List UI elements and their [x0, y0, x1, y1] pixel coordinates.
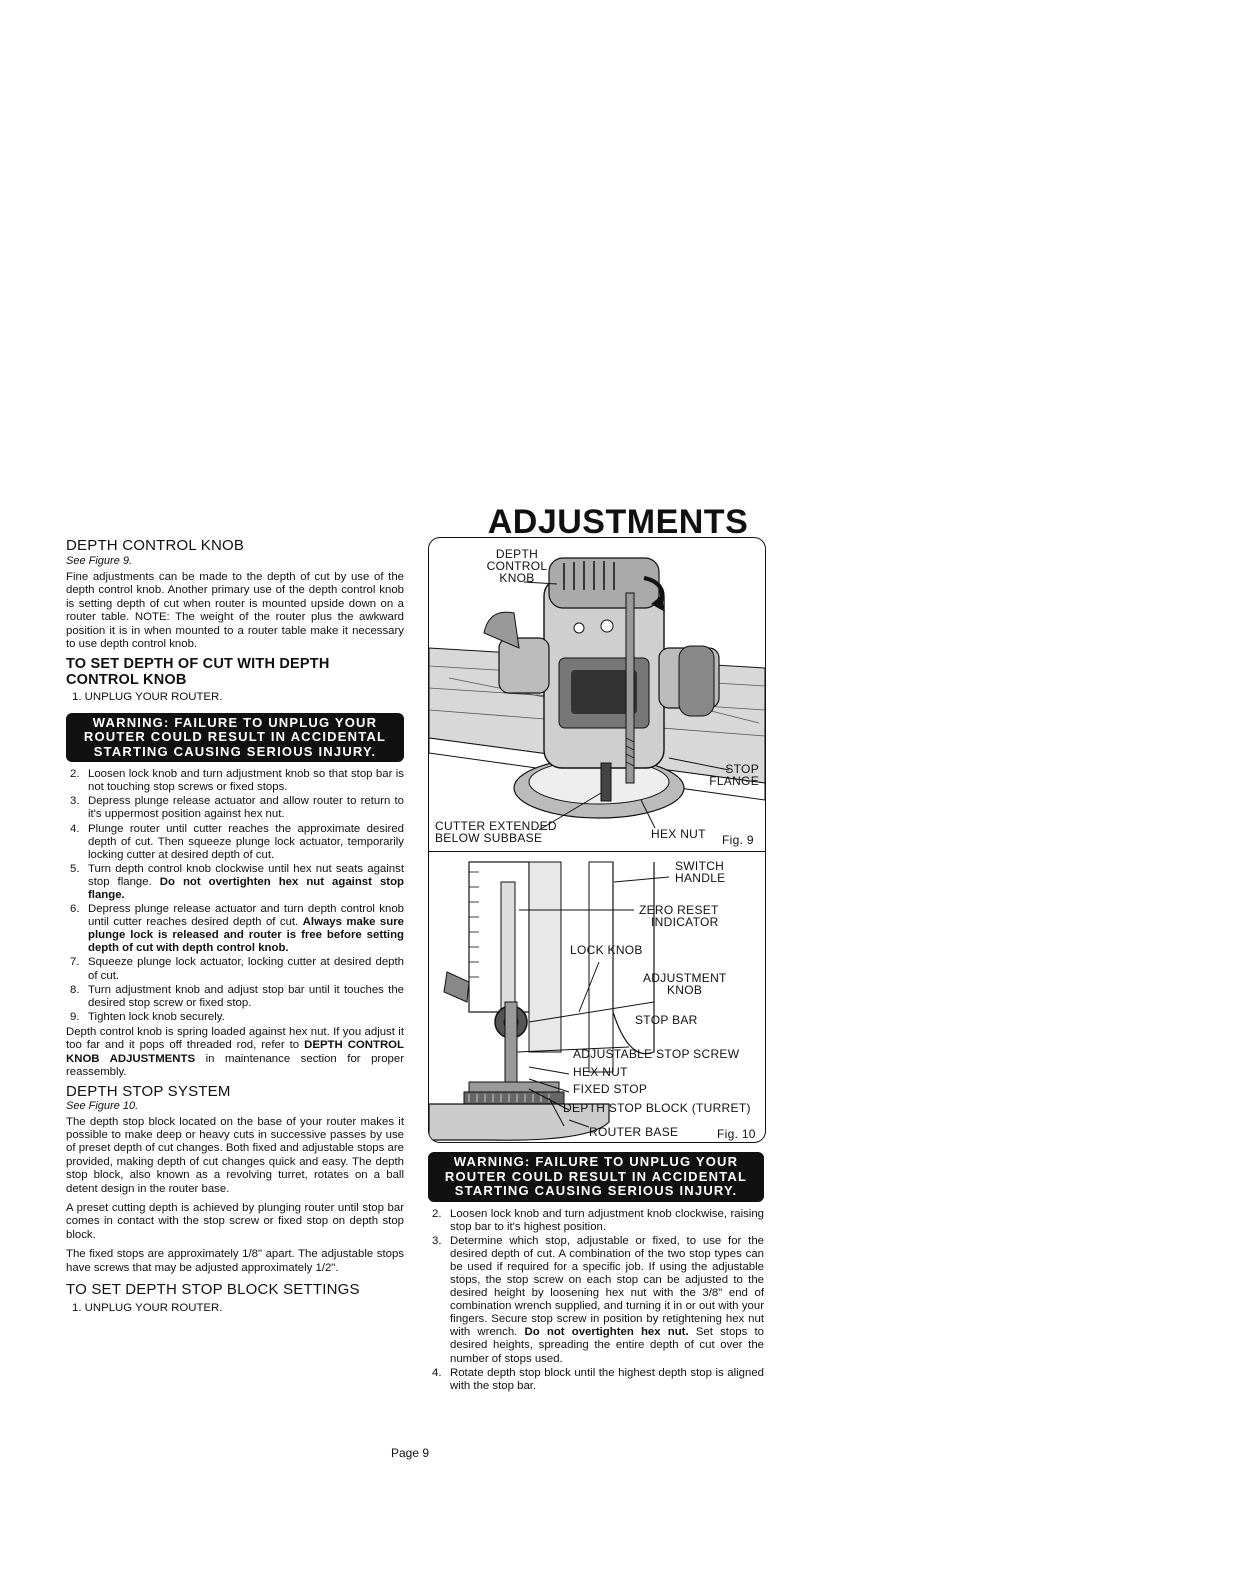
label-router-base: ROUTER BASE	[589, 1125, 679, 1139]
list-item: 5. Turn depth control knob clockwise until hex nut seats against stop flange. Do not overtighten hex nut against stop flange.	[70, 862, 404, 901]
warning-box-right: WARNING: FAILURE TO UNPLUG YOUR ROUTER COULD RESULT IN ACCIDENTAL STARTING CAUSING SERIOUS INJURY.	[428, 1152, 764, 1202]
label-switch-handle: SWITCH HANDLE	[675, 859, 726, 885]
label-adjustable-stop-screw: ADJUSTABLE STOP SCREW	[573, 1047, 740, 1061]
list-item: 7. Squeeze plunge lock actuator, locking cutter at desired depth of cut.	[70, 956, 404, 982]
left-column	[66, 537, 404, 1315]
right-column	[428, 1152, 764, 1394]
list-item: 9. Tighten lock knob securely.	[70, 1010, 225, 1023]
label-fixed-stop: FIXED STOP	[573, 1082, 648, 1096]
unplug-step-1: 1. UNPLUG YOUR ROUTER.	[72, 691, 223, 704]
fig-9-caption: Fig. 9	[722, 833, 754, 847]
page-title: ADJUSTMENTS	[487, 503, 749, 541]
list-item: 4. Rotate depth stop block until the highest depth stop is aligned with the stop bar.	[432, 1366, 764, 1392]
depth-stop-paragraph-2: A preset cutting depth is achieved by plunging router until stop bar comes in contact with the stop screw or fixed stop on depth stop block.	[66, 1201, 404, 1241]
depth-control-heading: DEPTH CONTROL KNOB	[66, 537, 245, 554]
list-item: 4. Plunge router until cutter reaches the approximate desired depth of cut. Then squeeze plunge lock actuator, temporarily locking cutter at desired depth of cut.	[70, 822, 404, 861]
depth-stop-heading: DEPTH STOP SYSTEM	[66, 1082, 231, 1100]
warning-box-left: WARNING: FAILURE TO UNPLUG YOUR ROUTER COULD RESULT IN ACCIDENTAL STARTING CAUSING SERIOUS INJURY.	[66, 713, 404, 763]
label-hex-nut-fig9: HEX NUT	[651, 827, 706, 841]
label-stop-flange: STOP FLANGE	[709, 762, 759, 788]
spring-loaded-note: Depth control knob is spring loaded against hex nut. If you adjust it too far and it pops off threaded rod, refer to DEPTH CONTROL KNOB ADJUSTMENTS in maintenance section for proper reassembly.	[66, 1025, 405, 1079]
unplug-step-1b: 1. UNPLUG YOUR ROUTER.	[72, 1302, 223, 1315]
figure-box	[428, 537, 766, 1143]
fig-10-caption: Fig. 10	[717, 1127, 756, 1141]
label-hex-nut-fig10: HEX NUT	[573, 1065, 628, 1079]
label-adjustment-knob: ADJUSTMENT KNOB	[643, 971, 727, 997]
label-depth-control-knob: DEPTH CONTROL KNOB	[486, 547, 548, 585]
list-item: 6. Depress plunge release actuator and turn depth control knob until cutter reaches desired depth of cut. Always make sure plunge lock is released and router is free before setting depth of cut with depth control knob.	[70, 903, 404, 955]
see-figure-10: See Figure 10.	[66, 1099, 139, 1112]
set-block-heading: TO SET DEPTH STOP BLOCK SETTINGS	[66, 1281, 360, 1299]
list-item: 2. Loosen lock knob and turn adjustment knob so that stop bar is not touching stop screws or fixed stops.	[70, 768, 404, 794]
list-item: 2. Loosen lock knob and turn adjustment knob clockwise, raising stop bar to it's highest position.	[432, 1207, 764, 1233]
list-item: 8. Turn adjustment knob and adjust stop bar until it touches the desired stop screw or fixed stop.	[70, 983, 404, 1009]
label-lock-knob: LOCK KNOB	[570, 943, 643, 957]
depth-steps-list	[66, 768, 404, 1024]
block-steps-list	[428, 1208, 764, 1393]
depth-stop-paragraph-3: The fixed stops are approximately 1/8" apart. The adjustable stops have screws that may be adjusted approximately 1/2".	[66, 1248, 404, 1274]
list-item: 3. Determine which stop, adjustable or fixed, to use for the desired depth of cut. A combination of the two stop types can be used if required for a specific job. If using the adjustable stops, the stop screw on each stop can be adjusted to the desired height by loosening hex nut with the 3/8" end of combination wrench supplied, and turning it in or out with your fingers. Secure stop screw in position by retightening hex nut with wrench. Do not overtighten hex nut. Set stops to desired heights, spreading the entire depth of cut over the number of stops used.	[432, 1234, 765, 1365]
depth-stop-paragraph-1: The depth stop block located on the base of your router makes it possible to make deep or heavy cuts in successive passes by use of preset depth of cut changes. Both fixed and adjustable stops are provided, making depth of cut changes quick and easy. The depth stop block, also known as a revolving turret, rotates on a ball detent design in the router base.	[66, 1115, 404, 1195]
router-illustration	[429, 538, 765, 848]
list-item: 3. Depress plunge release actuator and allow router to return to it's uppermost position against hex nut.	[70, 795, 404, 821]
see-figure-9: See Figure 9.	[66, 555, 133, 567]
depth-stop-illustration	[429, 852, 765, 1142]
depth-control-paragraph: Fine adjustments can be made to the depth of cut by use of the depth control knob. Another primary use of the depth control knob is setting depth of cut when router is mounted upside down on a router table. NOTE: The weight of the router plus the awkward position it is in when mounted to a router table make it necessary to use depth control knob.	[66, 571, 404, 651]
label-cutter-extended: CUTTER EXTENDED BELOW SUBBASE	[435, 819, 557, 845]
label-depth-stop-block: DEPTH STOP BLOCK (TURRET)	[563, 1101, 751, 1115]
label-zero-reset: ZERO RESET INDICATOR	[639, 903, 719, 929]
label-stop-bar: STOP BAR	[635, 1013, 698, 1027]
set-depth-heading: TO SET DEPTH OF CUT WITH DEPTH CONTROL KNOB	[66, 656, 330, 689]
page-number: Page 9	[390, 1446, 430, 1460]
